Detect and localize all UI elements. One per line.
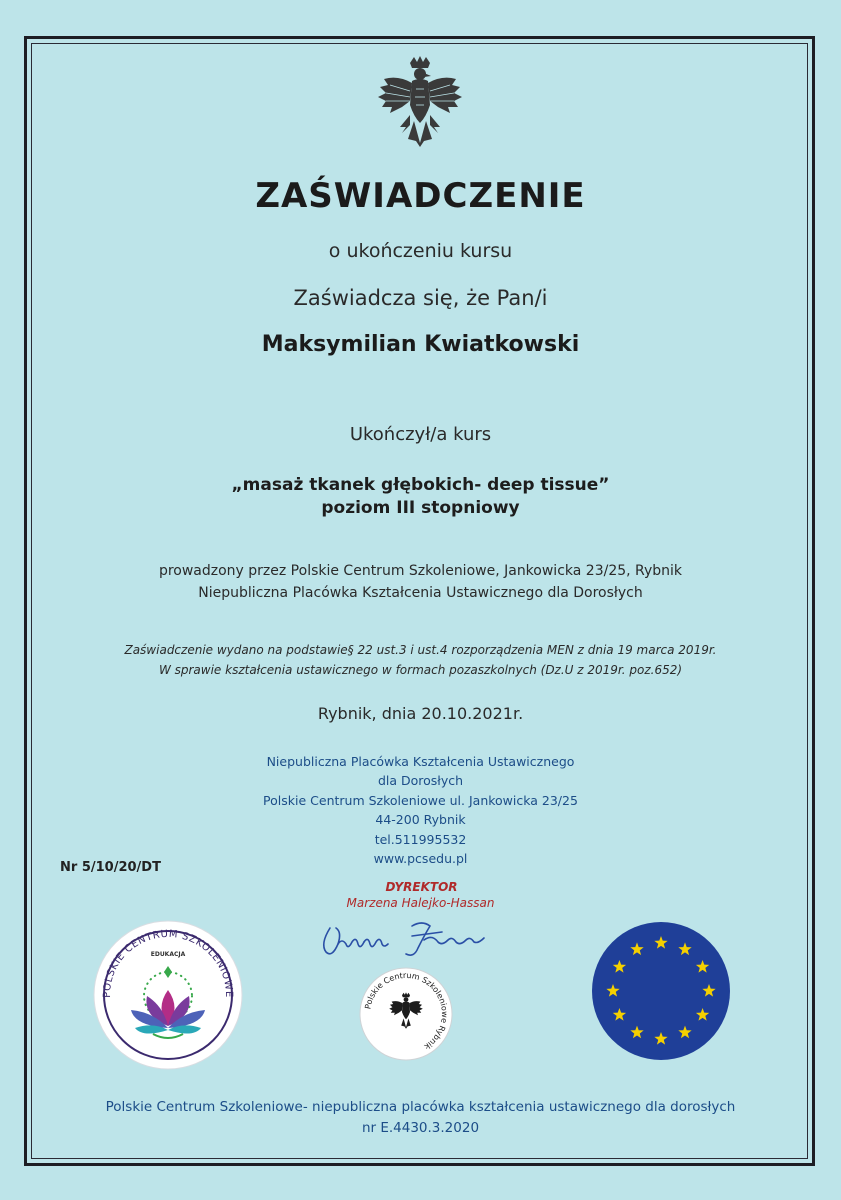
- recipient-name: Maksymilian Kwiatkowski: [261, 332, 580, 357]
- certification-statement: Zaświadcza się, że Pan/i: [293, 286, 548, 310]
- stamp-line: www.pcsedu.pl: [373, 851, 468, 867]
- institution-stamp: [0, 752, 841, 868]
- logo-ring-text: POLSKIE CENTRUM SZKOLENIOWE: [101, 928, 235, 998]
- stamp-line: 44-200 Rybnik: [375, 812, 466, 828]
- pcs-lotus-logo: [91, 918, 245, 1072]
- certificate-subtitle: o ukończeniu kursu: [328, 240, 513, 262]
- handwritten-signature: [312, 914, 512, 964]
- certificate-title: ZAŚWIADCZENIE: [255, 176, 586, 216]
- director-role: DYREKTOR: [385, 880, 458, 894]
- stamp-line: Polskie Centrum Szkoleniowe ul. Jankowicka 23/25: [263, 792, 578, 808]
- legal-basis-line: W sprawie kształcenia ustawicznego w formach pozaszkolnych (Dz.U z 2019r. poz.652): [158, 663, 683, 677]
- director-stamp: [0, 880, 841, 910]
- provider-block: [0, 560, 841, 604]
- stamp-line: Niepubliczna Placówka Kształcenia Ustawicznego: [266, 754, 575, 769]
- certificate-number: Nr 5/10/20/DT: [60, 860, 161, 875]
- legal-basis-line: Zaświadczenie wydano na podstawie§ 22 ust.3 i ust.4 rozporządzenia MEN z dnia 19 marca 2019r.: [124, 643, 717, 657]
- provider-institution: Niepubliczna Placówka Kształcenia Ustawicznego dla Dorosłych: [198, 585, 643, 601]
- course-name: „masaż tkanek głębokich- deep tissue”: [231, 475, 610, 495]
- director-name: Marzena Halejko-Hassan: [346, 896, 495, 910]
- footer-registration-number: nr E.4430.3.2020: [361, 1120, 480, 1136]
- course-level: poziom III stopniowy: [321, 498, 520, 518]
- logo-sub-text: EDUKACJA: [150, 951, 186, 958]
- provider-line: prowadzony przez Polskie Centrum Szkoleniowe, Jankowicka 23/25, Rybnik: [158, 563, 683, 579]
- stamp-line: tel.511995532: [374, 831, 467, 847]
- footer-block: [0, 1097, 841, 1139]
- stamp-line: dla Dorosłych: [377, 773, 464, 789]
- course-block: [0, 474, 841, 520]
- eagle-emblem-icon: [370, 55, 470, 155]
- completed-course-line: Ukończył/a kurs: [349, 424, 492, 445]
- seal-ring-text: Polskie Centrum Szkoleniowe Rybnik: [363, 970, 450, 1052]
- place-and-date: Rybnik, dnia 20.10.2021r.: [317, 704, 524, 723]
- footer-institution: Polskie Centrum Szkoleniowe- niepubliczna placówka kształcenia ustawicznego dla dorosłych: [105, 1099, 736, 1115]
- eu-flag-icon: [591, 921, 731, 1061]
- round-seal-stamp: [358, 966, 454, 1062]
- legal-basis: [0, 640, 841, 680]
